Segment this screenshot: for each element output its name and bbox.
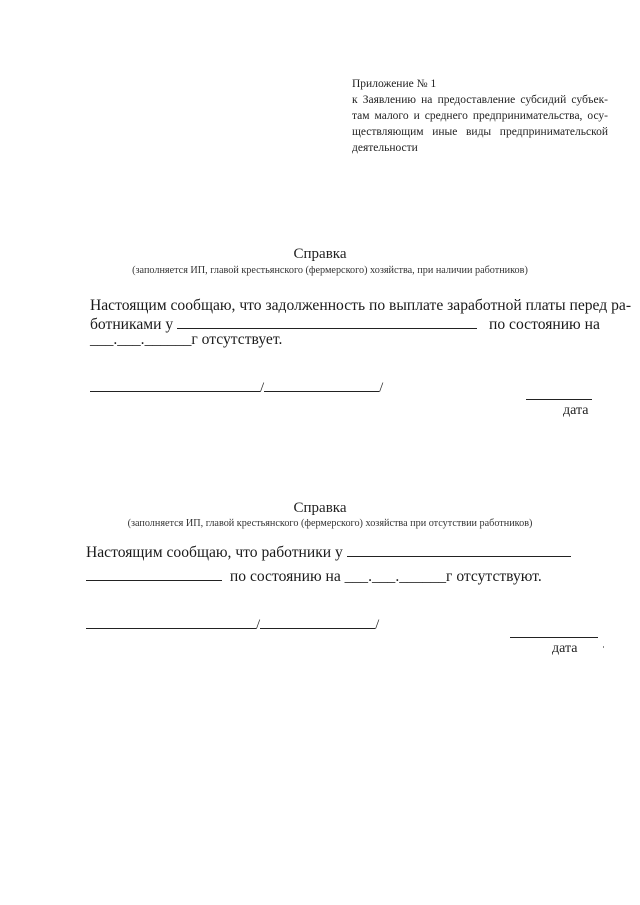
certificate-2-date-label: дата	[552, 641, 578, 656]
certificate-1-line-2-end: по состоянию на	[489, 316, 600, 333]
certificate-2-signature-slash: /	[256, 617, 261, 633]
certificate-2-signature-slash-2: /	[375, 617, 380, 633]
certificate-2-line-1-text: Настоящим сообщаю, что работники у	[86, 544, 343, 561]
certificate-2-note: (заполняется ИП, главой крестьянского (фермерского) хозяйства при отсутствии работников)	[127, 518, 533, 529]
certificate-2-name-field[interactable]	[260, 615, 375, 629]
certificate-1-line-1: Настоящим сообщаю, что задолженность по выплате заработной платы перед ра-	[90, 297, 632, 314]
certificate-2-line-2-end: г отсутствуют.	[446, 568, 542, 585]
employer-name-field-1[interactable]	[177, 314, 477, 329]
employer-name-field-2[interactable]	[347, 542, 571, 557]
certificate-1-signature-slash-2: /	[379, 380, 384, 396]
appendix-line-3: ществляющим иные виды предпринимательской	[352, 126, 608, 138]
certificate-2-title: Справка	[293, 500, 347, 516]
appendix-title: Приложение № 1	[352, 78, 437, 90]
certificate-2-date-field[interactable]: ___.___.______	[344, 568, 447, 585]
certificate-1-note: (заполняется ИП, главой крестьянского (фермерского) хозяйства, при наличии работников)	[132, 265, 528, 276]
certificate-2-signature	[86, 615, 379, 634]
certificate-2-signature-field[interactable]	[86, 615, 256, 629]
certificate-1-name-field[interactable]	[264, 378, 379, 392]
certificate-1-signature	[90, 378, 383, 397]
certificate-1-title: Справка	[293, 246, 347, 262]
certificate-1-line-3	[90, 330, 282, 350]
certificate-2-line-1	[86, 542, 571, 563]
certificate-1-line-3-end: г отсутствует.	[191, 331, 283, 348]
certificate-1-signature-field[interactable]	[90, 378, 260, 392]
employer-name-field-2-continued[interactable]	[86, 566, 222, 581]
appendix-line-1: к Заявлению на предоставление субсидий субъек-	[352, 94, 608, 106]
certificate-1-date-label: дата	[563, 403, 589, 418]
appendix-line-4: деятельности	[352, 142, 418, 154]
certificate-2-date-line[interactable]	[510, 636, 598, 638]
certificate-1-date-field[interactable]: ___.___.______	[90, 331, 192, 348]
certificate-2-line-2	[86, 566, 542, 587]
appendix-line-2: там малого и среднего предпринимательства, осу-	[352, 110, 608, 122]
certificate-1-line-2-start: ботниками у	[90, 316, 174, 333]
appendix-header	[352, 76, 608, 156]
certificate-1-date-line[interactable]	[526, 398, 592, 400]
certificate-1-signature-slash: /	[260, 380, 265, 396]
certificate-2-line-2-mid: по состоянию на	[229, 568, 341, 585]
scan-speck	[603, 646, 604, 648]
